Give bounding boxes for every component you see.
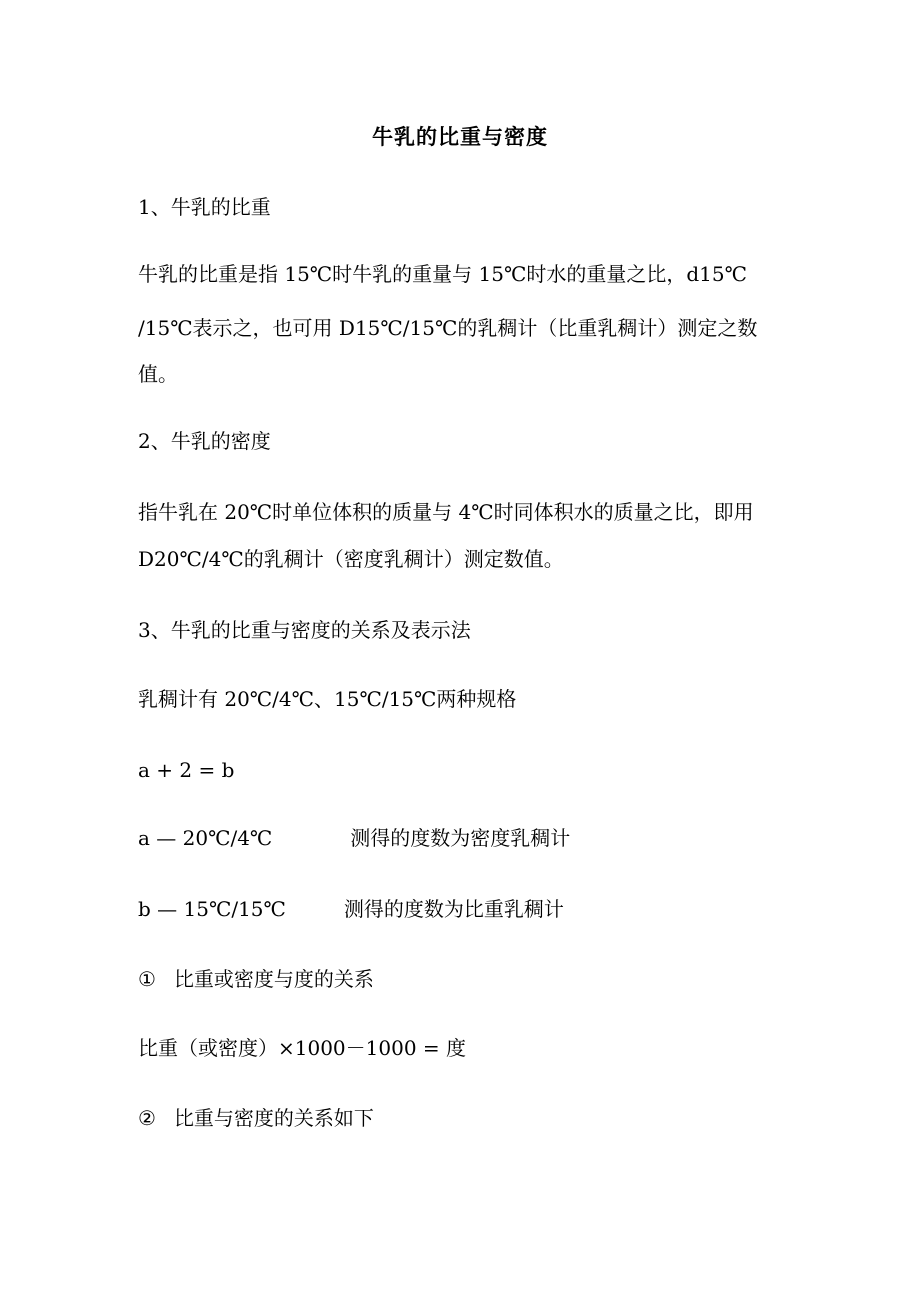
degree-formula: 比重（或密度）×1000－1000 = 度 — [138, 1036, 467, 1060]
list-item-1-text: 比重或密度与度的关系 — [173, 967, 374, 991]
definition-a — [138, 826, 570, 850]
definition-b-desc: 测得的度数为比重乳稠计 — [343, 897, 564, 921]
section-2-body-line-1: 指牛乳在 20℃时单位体积的质量与 4℃时同体积水的质量之比，即用 — [138, 500, 754, 524]
section-1-heading: 1、牛乳的比重 — [138, 195, 271, 219]
section-3-heading: 3、牛乳的比重与密度的关系及表示法 — [138, 618, 471, 642]
section-2-body-line-2: D20℃/4℃的乳稠计（密度乳稠计）测定数值。 — [138, 547, 564, 571]
definition-b-term: b — 15℃/15℃ — [138, 897, 286, 921]
section-2-heading: 2、牛乳的密度 — [138, 429, 271, 453]
list-item-2-text: 比重与密度的关系如下 — [173, 1106, 374, 1130]
list-item-1 — [138, 967, 374, 991]
definition-a-desc: 测得的度数为密度乳稠计 — [350, 826, 571, 850]
section-1-body-line-1: 牛乳的比重是指 15℃时牛乳的重量与 15℃时水的重量之比，d15℃ — [138, 262, 747, 286]
definition-a-term: a — 20℃/4℃ — [138, 826, 273, 850]
section-1-body-line-2: /15℃表示之，也可用 D15℃/15℃的乳稠计（比重乳稠计）测定之数 — [138, 316, 758, 340]
hydrometer-spec-line: 乳稠计有 20℃/4℃、15℃/15℃两种规格 — [138, 687, 517, 711]
definition-b — [138, 897, 564, 921]
document-title: 牛乳的比重与密度 — [372, 124, 548, 149]
list-item-2-marker: ② — [138, 1106, 156, 1130]
list-item-1-marker: ① — [138, 967, 156, 991]
list-item-2 — [138, 1106, 374, 1130]
section-1-body-line-3: 值。 — [138, 362, 178, 386]
formula-a-plus-2: a + 2 = b — [138, 758, 235, 782]
